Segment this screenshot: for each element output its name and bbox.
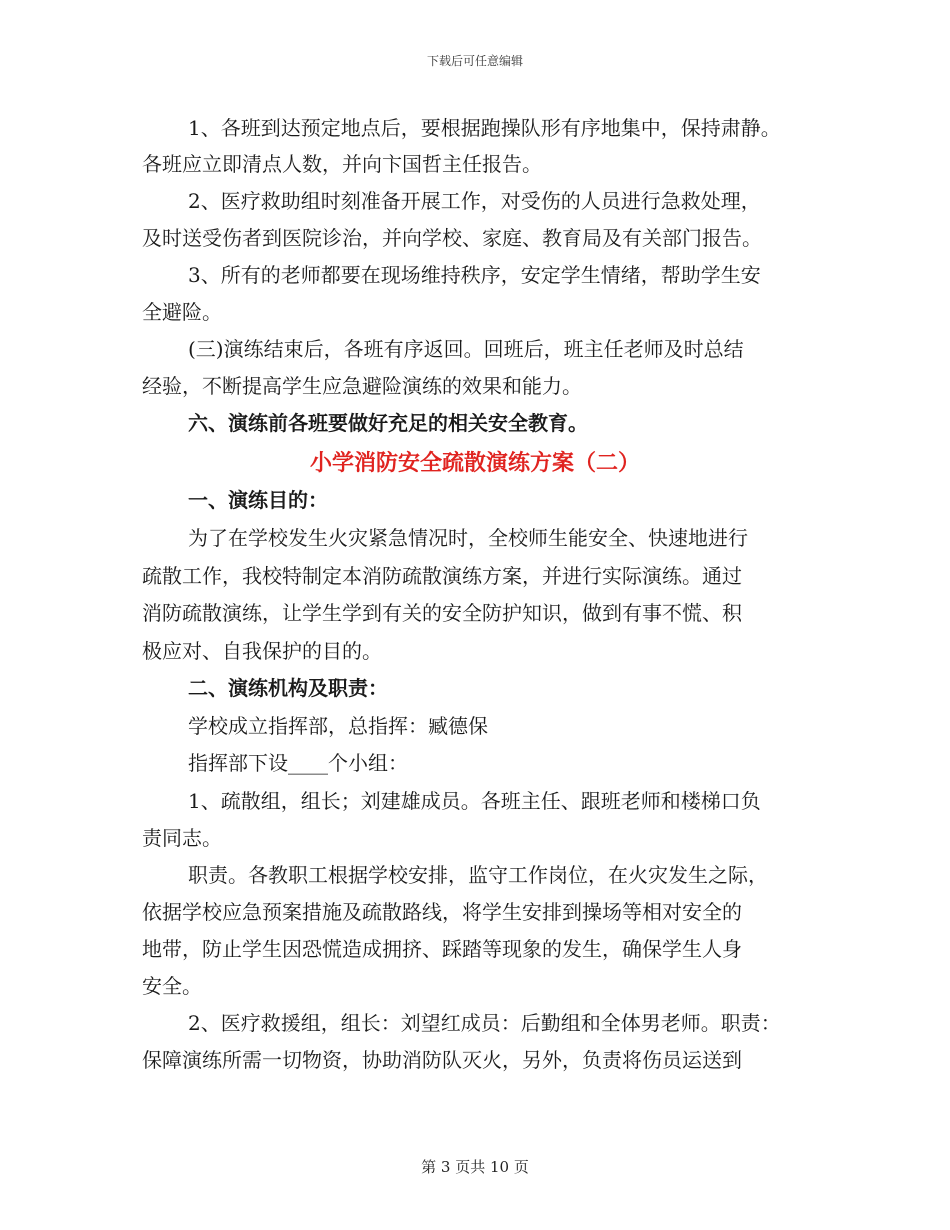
paragraph-line: 疏散工作，我校特制定本消防疏散演练方案，并进行实际演练。通过 [142, 564, 742, 588]
paragraph-line: 及时送受伤者到医院诊治，并向学校、家庭、教育局及有关部门报告。 [142, 226, 762, 250]
page-header: 下载后可任意编辑 [426, 54, 523, 68]
page-footer: 第 3 页共 10 页 [421, 1158, 529, 1176]
paragraph-line: 消防疏散演练，让学生学到有关的安全防护知识，做到有事不慌、积 [142, 601, 742, 625]
paragraph-line: 1、各班到达预定地点后，要根据跑操队形有序地集中，保持肃静。 [188, 116, 781, 140]
paragraph-line: 1、疏散组，组长；刘建雄成员。各班主任、跟班老师和楼梯口负 [188, 789, 761, 813]
paragraph-line: 职责。各教职工根据学校安排，监守工作岗位，在火灾发生之际， [188, 863, 768, 887]
paragraph-line: 2、医疗救助组时刻准备开展工作，对受伤的人员进行急救处理， [188, 189, 761, 213]
paragraph-line: 地带，防止学生因恐慌造成拥挤、踩踏等现象的发生，确保学生人身 [142, 937, 742, 961]
paragraph-line: 安全。 [142, 974, 202, 998]
paragraph-line: 各班应立即清点人数，并向卞国哲主任报告。 [142, 152, 542, 176]
paragraph-line: 2、医疗救援组，组长：刘望红成员：后勤组和全体男老师。职责： [188, 1011, 781, 1035]
section-heading: 一、演练目的： [188, 488, 328, 512]
paragraph-line: (三)演练结束后，各班有序返回。回班后，班主任老师及时总结 [188, 337, 744, 361]
paragraph-line: 依据学校应急预案措施及疏散路线，将学生安排到操场等相对安全的 [142, 900, 742, 924]
paragraph-line: 为了在学校发生火灾紧急情况时，全校师生能安全、快速地进行 [188, 526, 748, 550]
paragraph-line: 经验，不断提高学生应急避险演练的效果和能力。 [142, 374, 582, 398]
paragraph-line: 极应对、自我保护的目的。 [142, 639, 382, 663]
paragraph-line: 3、所有的老师都要在现场维持秩序，安定学生情绪，帮助学生安 [188, 263, 761, 287]
section-heading: 二、演练机构及职责： [188, 676, 388, 700]
paragraph-line: 全避险。 [142, 300, 222, 324]
paragraph-line: 学校成立指挥部，总指挥：臧德保 [188, 714, 488, 738]
paragraph-line: 保障演练所需一切物资，协助消防队灭火，另外，负责将伤员运送到 [142, 1048, 742, 1072]
paragraph-line: 指挥部下设____个小组： [188, 751, 408, 775]
paragraph-line: 责同志。 [142, 826, 222, 850]
document-title: 小学消防安全疏散演练方案（二） [309, 450, 640, 476]
section-heading: 六、演练前各班要做好充足的相关安全教育。 [188, 411, 588, 435]
